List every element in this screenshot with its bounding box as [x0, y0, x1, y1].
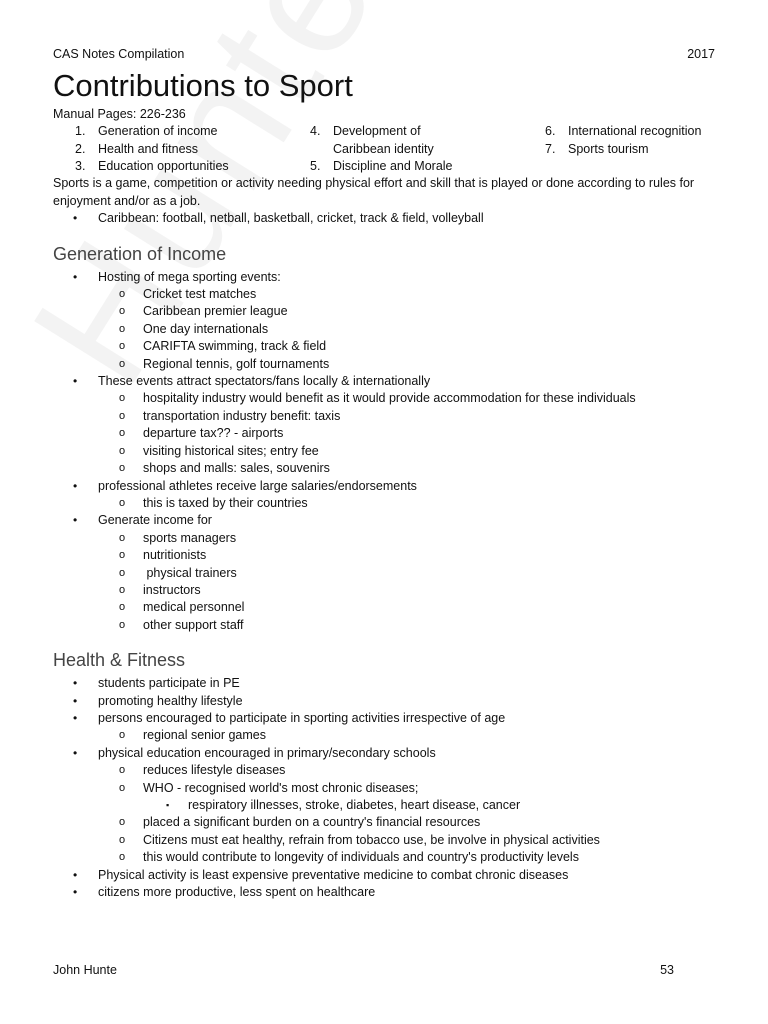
section-heading-health: Health & Fitness	[53, 650, 186, 671]
topics-column-3	[545, 123, 701, 158]
topic-number: 3.	[75, 159, 86, 174]
topic-number: 6.	[545, 124, 556, 139]
sub-item: o medical personnel	[53, 599, 717, 616]
bullet-text: Generate income for	[98, 513, 212, 528]
sub-item-text: WHO - recognised world's most chronic diseases;	[143, 780, 419, 795]
sub-item: o Caribbean premier league	[53, 303, 717, 320]
sub-item: o CARIFTA swimming, track & field	[53, 338, 717, 355]
sub-item: o One day internationals	[53, 321, 717, 338]
sub-item	[53, 780, 717, 815]
topic-label: Generation of income	[98, 124, 218, 139]
topic-label: International recognition	[568, 124, 702, 139]
bullet-text: Hosting of mega sporting events:	[98, 269, 281, 284]
topics-list	[53, 123, 717, 175]
sub-item: o instructors	[53, 582, 717, 599]
header-right: 2017	[687, 47, 715, 61]
sub-item: o Cricket test matches	[53, 286, 717, 303]
sub-item: o other support staff	[53, 617, 717, 634]
topic-label: Development of Caribbean identity	[333, 124, 434, 156]
page-number: 53	[660, 963, 674, 977]
manual-pages: Manual Pages: 226-236	[53, 107, 186, 121]
bullet-text: professional athletes receive large salaries/endorsements	[98, 478, 417, 493]
topic-label: Sports tourism	[568, 141, 649, 156]
footer-author: John Hunte	[53, 963, 117, 977]
sub-item: o this would contribute to longevity of individuals and country's productivity levels	[53, 849, 717, 866]
topic-item	[75, 141, 229, 158]
topic-item	[310, 158, 473, 175]
sub-item: o nutritionists	[53, 547, 717, 564]
sub-list	[98, 727, 717, 744]
sub-item: o visiting historical sites; entry fee	[53, 443, 717, 460]
topic-item	[75, 158, 229, 175]
sport-definition: Sports is a game, competition or activity needing physical effort and skill that is played or done according to rules for enjoyment and/or as a job.	[53, 176, 695, 208]
bullet-item: • students participate in PE	[53, 675, 717, 692]
topic-item	[545, 141, 701, 158]
sub-item: o this is taxed by their countries	[53, 495, 717, 512]
sub-list	[98, 390, 717, 477]
bullet-text: physical education encouraged in primary/secondary schools	[98, 745, 436, 760]
topic-number: 1.	[75, 124, 86, 139]
bullet-item	[53, 478, 717, 513]
bullet-item	[53, 373, 717, 477]
sub-item: o hospitality industry would benefit as it would provide accommodation for these individuals	[53, 390, 717, 407]
bullet-item: • Caribbean: football, netball, basketball, cricket, track & field, volleyball	[53, 210, 717, 227]
sub-item: o shops and malls: sales, souvenirs	[53, 460, 717, 477]
bullet-item	[53, 745, 717, 867]
sub-item: o physical trainers	[53, 565, 717, 582]
sub-sub-list	[143, 797, 717, 814]
sub-list	[98, 762, 717, 866]
topic-item	[310, 123, 473, 158]
bullet-item	[53, 269, 717, 373]
bullet-item	[53, 710, 717, 745]
bullet-item: • promoting healthy lifestyle	[53, 693, 717, 710]
sub-item: o reduces lifestyle diseases	[53, 762, 717, 779]
sub-list	[98, 286, 717, 373]
topics-column-2	[310, 123, 473, 175]
sub-list	[98, 495, 717, 512]
sub-item: o transportation industry benefit: taxis	[53, 408, 717, 425]
topic-number: 7.	[545, 141, 556, 156]
topics-column-1	[75, 123, 229, 175]
bullet-text: These events attract spectators/fans locally & internationally	[98, 374, 431, 389]
sub-item: o Regional tennis, golf tournaments	[53, 356, 717, 373]
caribbean-list	[53, 210, 717, 227]
sub-sub-item: ▪ respiratory illnesses, stroke, diabetes, heart disease, cancer	[53, 797, 717, 814]
topic-number: 4.	[310, 124, 321, 139]
header-left: CAS Notes Compilation	[53, 47, 185, 61]
page-content	[53, 66, 717, 901]
sub-item: o placed a significant burden on a country's financial resources	[53, 814, 717, 831]
page-title: Contributions to Sport	[53, 68, 353, 103]
bullet-item: • Physical activity is least expensive preventative medicine to combat chronic diseases	[53, 867, 717, 884]
topic-label: Education opportunities	[98, 159, 229, 174]
sub-item: o departure tax?? - airports	[53, 425, 717, 442]
bullet-item	[53, 512, 717, 634]
bullet-item: • citizens more productive, less spent on healthcare	[53, 884, 717, 901]
topic-number: 2.	[75, 141, 86, 156]
topic-number: 5.	[310, 159, 321, 174]
topic-label: Health and fitness	[98, 141, 199, 156]
topic-item	[75, 123, 229, 140]
section-heading-income: Generation of Income	[53, 243, 227, 264]
bullet-text: persons encouraged to participate in sporting activities irrespective of age	[98, 710, 506, 725]
topic-label: Discipline and Morale	[333, 159, 453, 174]
health-list	[53, 675, 717, 901]
sub-list	[98, 530, 717, 634]
income-list	[53, 269, 717, 635]
sub-item: o regional senior games	[53, 727, 717, 744]
sub-item: o Citizens must eat healthy, refrain from tobacco use, be involve in physical activities	[53, 832, 717, 849]
sub-item: o sports managers	[53, 530, 717, 547]
topic-item	[545, 123, 701, 140]
